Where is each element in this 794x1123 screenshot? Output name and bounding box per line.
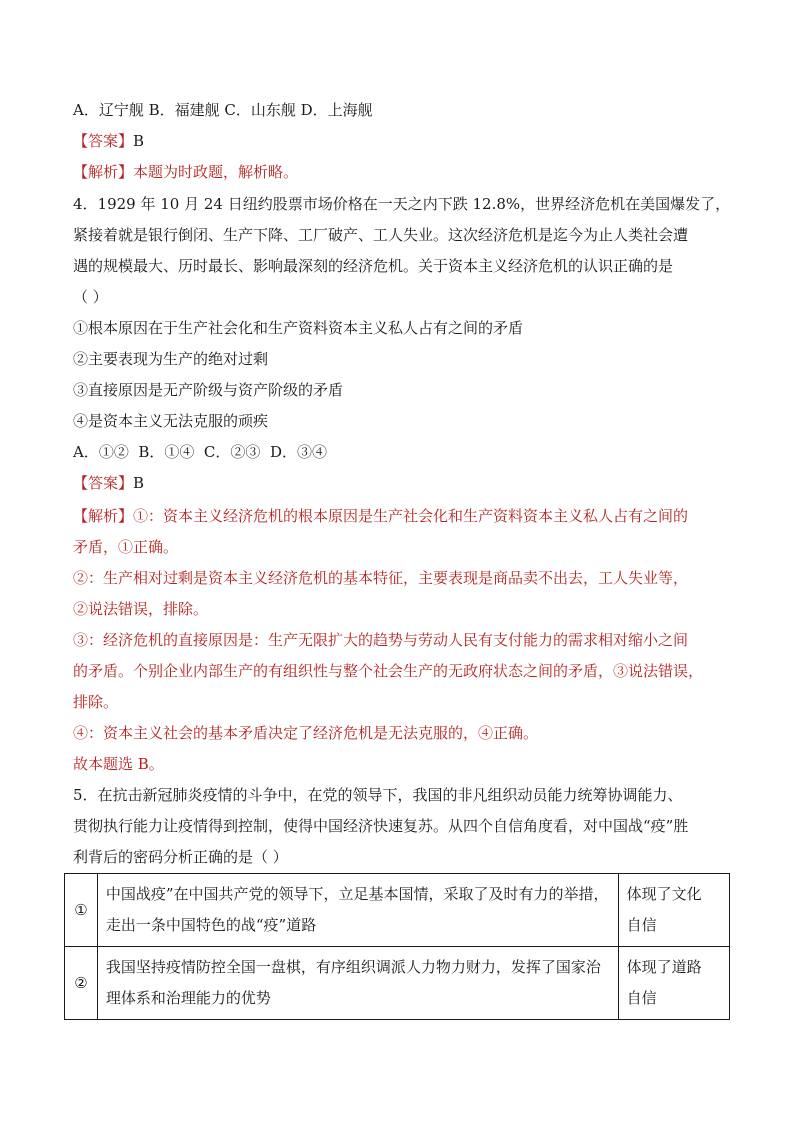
row-content-line: 中国战疫”在中国共产党的领导下，立足基本国情，采取了及时有力的举措， <box>105 885 609 903</box>
q5-table <box>64 873 730 1020</box>
row-judgement-line: 体现了文化 <box>626 885 702 903</box>
q4-analysis-line: ②：生产相对过剩是资本主义经济危机的基本特征，主要表现是商品卖不出去，工人失业等， <box>73 569 689 587</box>
answer-value: B <box>133 474 145 492</box>
table-row <box>65 874 730 947</box>
q4-analysis-line: ②说法错误，排除。 <box>73 600 209 618</box>
q4-stem-line: 紧接着就是银行倒闭、生产下降、工厂破产、工人失业。这次经济危机是迄今为止人类社会遭 <box>73 226 689 244</box>
q4-analysis-line: 矛盾，①正确。 <box>73 538 179 556</box>
q4-conclusion: 故本题选 B。 <box>73 755 164 773</box>
analysis-text: 本题为时政题，解析略。 <box>133 163 299 181</box>
answer-label: 【答案】 <box>73 474 134 492</box>
table-row <box>65 947 730 1020</box>
row-judgement-line: 自信 <box>626 989 657 1007</box>
q4-statement: ③直接原因是无产阶级与资产阶级的矛盾 <box>73 381 344 399</box>
answer-label: 【答案】 <box>73 132 134 150</box>
row-content-line: 理体系和治理能力的优势 <box>105 989 271 1007</box>
q4-options: A．①② B．①④ C．②③ D．③④ <box>73 443 327 461</box>
row-content <box>97 947 618 1020</box>
q4-answer <box>73 473 733 493</box>
q5-stem-line: 5．在抗击新冠肺炎疫情的斗争中，在党的领导下，我国的非凡组织动员能力统筹协调能力、 <box>73 786 683 804</box>
analysis-label: 【解析】 <box>73 507 134 525</box>
row-judgement-line: 体现了道路 <box>626 958 702 976</box>
q5-stem-line: 利背后的密码分析正确的是（ ） <box>73 848 288 866</box>
q4-stem-line: 遇的规模最大、历时最长、影响最深刻的经济危机。关于资本主义经济危机的认识正确的是 <box>73 257 674 275</box>
row-judgement <box>618 874 729 947</box>
analysis-label: 【解析】 <box>73 163 134 181</box>
row-number: ① <box>65 874 98 947</box>
row-content-line: 走出一条中国特色的战“疫”道路 <box>105 916 317 934</box>
q4-analysis-line: ③：经济危机的直接原因是：生产无限扩大的趋势与劳动人民有支付能力的需求相对缩小之间 <box>73 631 689 649</box>
q4-analysis-line <box>73 506 733 526</box>
q3-analysis <box>73 162 733 182</box>
q4-analysis-line: ④：资本主义社会的基本矛盾决定了经济危机是无法克服的，④正确。 <box>73 724 539 742</box>
row-content <box>97 874 618 947</box>
q4-analysis-line: 的矛盾。个别企业内部生产的有组织性与整个社会生产的无政府状态之间的矛盾，③说法错误， <box>73 662 704 680</box>
row-content-line: 我国坚持疫情防控全国一盘棋，有序组织调派人力物力财力，发挥了国家治 <box>105 958 601 976</box>
row-judgement <box>618 947 729 1020</box>
q4-statement: ①根本原因在于生产社会化和生产资料资本主义私人占有之间的矛盾 <box>73 319 524 337</box>
q4-stem-line: （ ） <box>73 288 108 306</box>
q4-analysis-line: 排除。 <box>73 693 119 711</box>
q4-statement: ④是资本主义无法克服的顽疾 <box>73 412 269 430</box>
q5-stem-line: 贯彻执行能力让疫情得到控制，使得中国经济快速复苏。从四个自信角度看，对中国战“疫”胜 <box>73 817 689 835</box>
row-judgement-line: 自信 <box>626 916 657 934</box>
analysis-text: ①：资本主义经济危机的根本原因是生产社会化和生产资料资本主义私人占有之间的 <box>133 507 689 525</box>
answer-value: B <box>133 132 145 150</box>
q3-options: A．辽宁舰 B．福建舰 C．山东舰 D．上海舰 <box>73 101 373 119</box>
q4-stem-line: 4．1929 年 10 月 24 日纽约股票市场价格在一天之内下跌 12.8%，世界经济危机在美国爆发了， <box>73 195 731 213</box>
q3-answer <box>73 131 733 151</box>
q4-statement: ②主要表现为生产的绝对过剩 <box>73 350 269 368</box>
row-number: ② <box>65 947 98 1020</box>
